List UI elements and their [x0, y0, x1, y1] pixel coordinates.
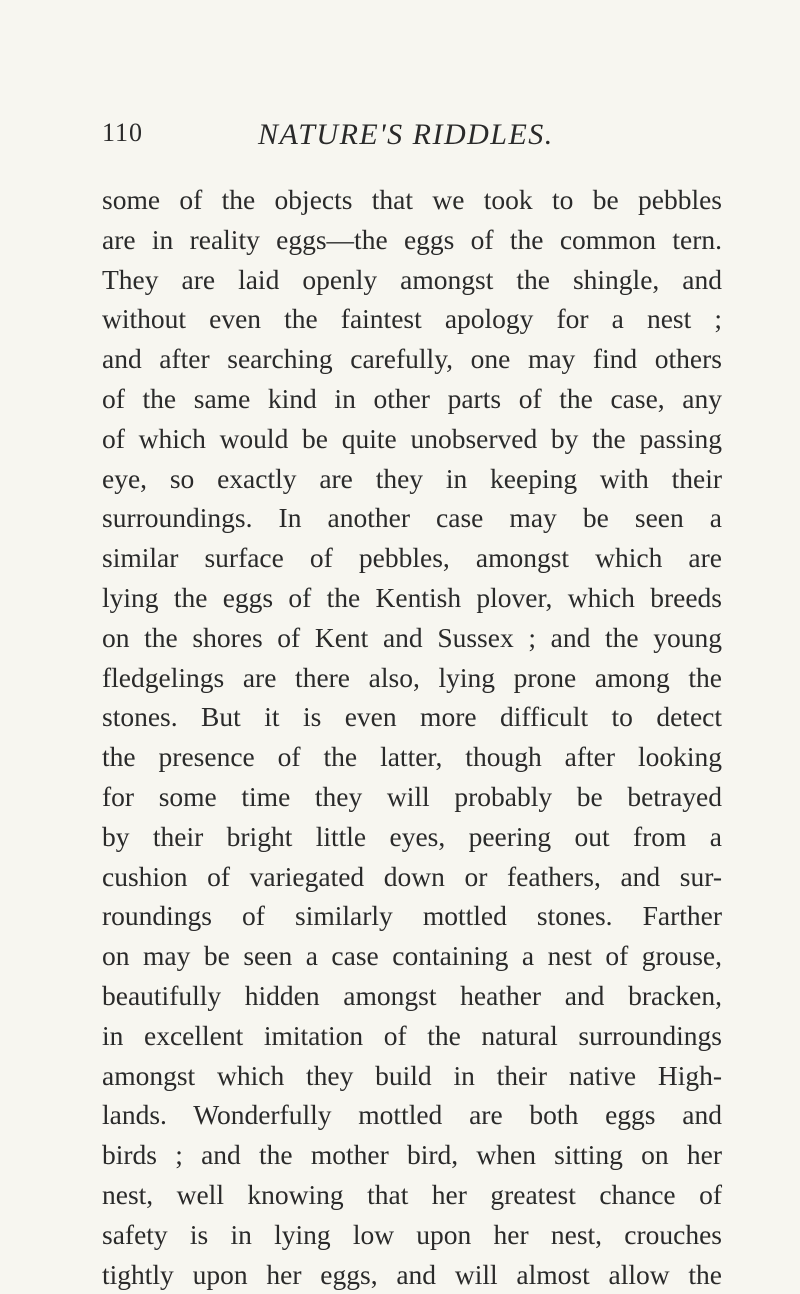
text-line: lying the eggs of the Kentish plover, which breeds: [102, 581, 722, 613]
text-line: lands. Wonderfully mottled are both eggs and: [102, 1099, 722, 1131]
page-number: 110: [102, 118, 144, 147]
text-line: birds ; and the mother bird, when sitting on her: [102, 1139, 722, 1171]
text-line: nest, well knowing that her greatest chance of: [102, 1178, 722, 1210]
text-line: safety is in lying low upon her nest, crouches: [102, 1218, 722, 1250]
text-line: by their bright little eyes, peering out from a: [102, 820, 722, 852]
text-line: some of the objects that we took to be pebbles: [102, 184, 722, 215]
text-line: without even the faintest apology for a nest ;: [102, 303, 722, 335]
running-title: NATURE'S RIDDLES.: [258, 118, 554, 151]
text-line: beautifully hidden amongst heather and bracken,: [102, 979, 722, 1011]
text-line: They are laid openly amongst the shingle, and: [102, 263, 722, 295]
text-line: amongst which they build in their native High-: [102, 1059, 722, 1091]
text-line: on the shores of Kent and Sussex ; and the young: [102, 621, 722, 653]
text-line: of which would be quite unobserved by the passing: [102, 422, 722, 454]
text-line: surroundings. In another case may be seen a: [102, 502, 722, 534]
text-line: on may be seen a case containing a nest of grouse,: [102, 940, 722, 972]
text-line: are in reality eggs—the eggs of the common tern.: [102, 223, 722, 255]
text-line: and after searching carefully, one may find others: [102, 343, 722, 375]
text-line: stones. But it is even more difficult to detect: [102, 701, 722, 733]
text-line: similar surface of pebbles, amongst which are: [102, 542, 722, 574]
text-line: in excellent imitation of the natural surroundings: [102, 1019, 722, 1051]
body-text: [102, 180, 722, 1294]
text-line: roundings of similarly mottled stones. Farther: [102, 900, 722, 932]
text-line: tightly upon her eggs, and will almost allow the: [102, 1258, 722, 1290]
text-line: for some time they will probably be betrayed: [102, 780, 722, 812]
text-line: eye, so exactly are they in keeping with their: [102, 462, 722, 494]
text-line: fledgelings are there also, lying prone among the: [102, 661, 722, 693]
text-line: cushion of variegated down or feathers, and sur-: [102, 860, 722, 892]
text-line: the presence of the latter, though after looking: [102, 741, 722, 773]
running-head: [102, 118, 722, 158]
text-line: of the same kind in other parts of the case, any: [102, 382, 722, 414]
